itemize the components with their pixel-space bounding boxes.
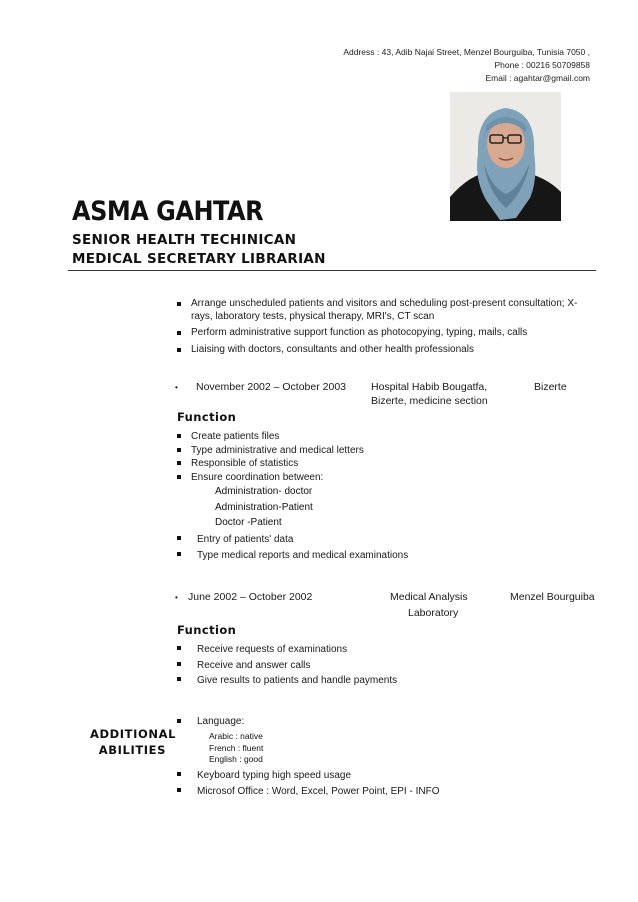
language-item: French : fluent <box>209 742 264 753</box>
job1-dates: November 2002 – October 2003 <box>196 381 347 393</box>
language-item: Arabic : native <box>209 731 263 741</box>
duties-list <box>175 298 593 356</box>
header-divider <box>68 270 596 271</box>
additional-heading-line2: ABILITIES <box>98 743 166 757</box>
job1-function-list <box>175 430 364 484</box>
job2-bullet: • <box>175 593 178 602</box>
list-item: Type administrative and medical letters <box>175 444 364 458</box>
list-item: Arrange unscheduled patients and visitors and scheduling post-present consultation; X-rays, laboratory tests, physical therapy, MRI's, CT scan <box>175 298 593 323</box>
coordination-item: Doctor -Patient <box>215 517 282 528</box>
list-item: Language: <box>175 715 244 729</box>
list-item: Keyboard typing high speed usage <box>175 768 439 784</box>
list-item: Responsible of statistics <box>175 457 364 471</box>
list-item: Give results to patients and handle payments <box>175 673 397 689</box>
list-item: Microsof Office : Word, Excel, Power Point, EPI - INFO <box>175 784 439 800</box>
list-item: Perform administrative support function as photocopying, typing, mails, calls <box>175 327 593 340</box>
candidate-name: ASMA GAHTAR <box>72 196 264 227</box>
job1-location: Bizerte <box>534 381 567 393</box>
job1-bullet: • <box>175 383 178 392</box>
job2-employer-line1: Medical Analysis <box>390 591 468 603</box>
coordination-item: Administration- doctor <box>215 486 313 497</box>
job2-employer-line2: Laboratory <box>408 607 459 619</box>
language-levels <box>175 731 263 766</box>
contact-email: Email : agahtar@gmail.com <box>485 73 590 83</box>
contact-block <box>343 46 590 85</box>
language-item: English : good <box>209 754 263 764</box>
job1-function-heading: Function <box>177 410 237 424</box>
coordination-item: Administration-Patient <box>215 501 313 513</box>
job1-employer-line2: Bizerte, medicine section <box>371 395 488 407</box>
job2-function-heading: Function <box>177 623 237 637</box>
contact-address: Address : 43, Adib Najai Street, Menzel Bourguiba, Tunisia 7050 , <box>343 47 590 57</box>
coordination-list <box>175 484 313 531</box>
additional-heading-line1: ADDITIONAL <box>90 727 177 741</box>
list-item: Type medical reports and medical examinations <box>175 548 408 564</box>
profile-photo-image <box>450 92 561 221</box>
contact-phone: Phone : 00216 50709858 <box>494 60 590 70</box>
abilities-list <box>175 768 439 800</box>
list-item: Receive requests of examinations <box>175 642 397 658</box>
job-title-1: SENIOR HEALTH TECHINICAN <box>72 232 297 248</box>
list-item: Receive and answer calls <box>175 658 397 674</box>
list-item: Entry of patients' data <box>175 532 408 548</box>
additional-abilities-heading <box>90 726 177 758</box>
list-item: Create patients files <box>175 430 364 444</box>
job2-dates: June 2002 – October 2002 <box>188 591 313 603</box>
job2-location: Menzel Bourguiba <box>510 591 595 603</box>
list-item: Ensure coordination between: <box>175 471 364 485</box>
job-title-2: MEDICAL SECRETARY LIBRARIAN <box>72 251 326 267</box>
job2-function-list <box>175 642 397 689</box>
profile-photo <box>450 92 561 221</box>
list-item: Liaising with doctors, consultants and other health professionals <box>175 344 593 357</box>
job1-function-list-continued <box>175 532 408 563</box>
language-list <box>175 715 244 729</box>
job1-employer-line1: Hospital Habib Bougatfa, <box>371 381 488 393</box>
